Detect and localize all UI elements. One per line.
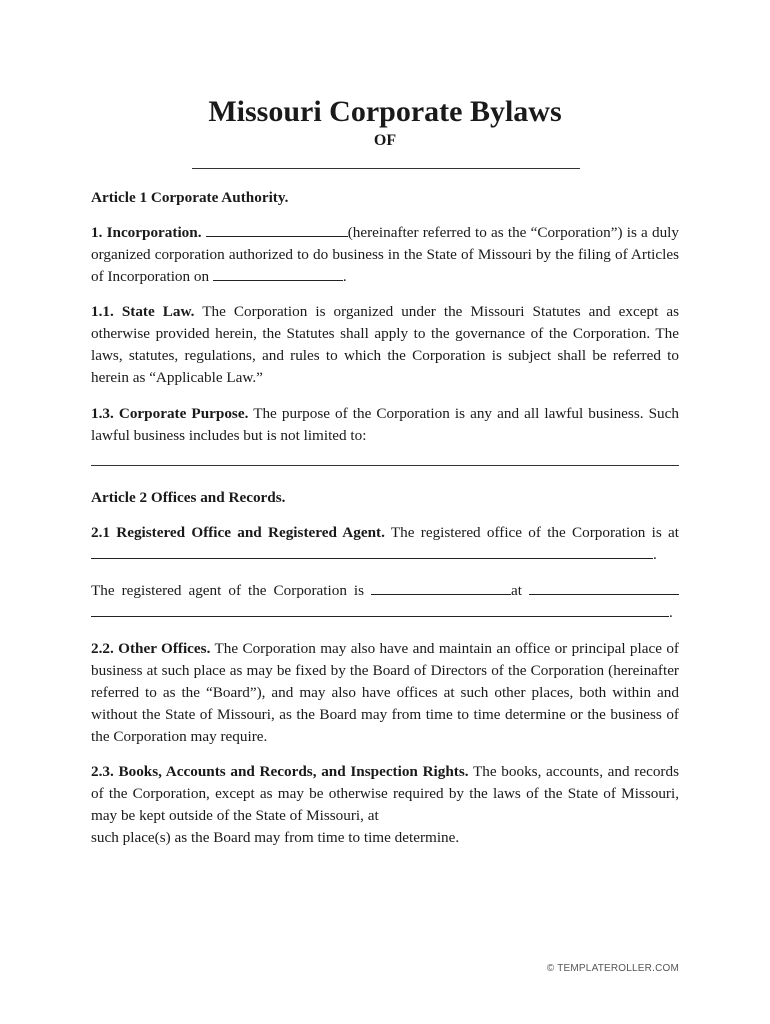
purpose-label: 1.3. Corporate Purpose. — [91, 405, 249, 422]
corporation-name-blank[interactable] — [192, 168, 580, 169]
registered-agent-at: at — [511, 582, 523, 599]
incorporation-date-blank[interactable] — [213, 266, 343, 281]
incorporation-name-blank[interactable] — [206, 222, 348, 237]
registered-agent-name-blank[interactable] — [371, 580, 511, 595]
incorporation-label: 1. Incorporation. — [91, 224, 202, 241]
footer-watermark: © TEMPLATEROLLER.COM — [546, 963, 679, 974]
other-offices-label: 2.2. Other Offices. — [91, 640, 211, 657]
section-1-incorporation — [91, 222, 679, 288]
books-label: 2.3. Books, Accounts and Records, and Inspection Rights. — [91, 763, 469, 780]
registered-office-address-blank[interactable] — [91, 544, 653, 559]
section-1-3-purpose — [91, 403, 679, 447]
article-2-heading: Article 2 Offices and Records. — [91, 489, 286, 506]
state-law-label: 1.1. State Law. — [91, 303, 195, 320]
registered-agent-address-blank[interactable] — [529, 580, 679, 595]
section-1-1-state-law — [91, 301, 679, 389]
other-offices-text: The Corporation may also have and maintain an office or principal place of business at such place as may be fixed by the Board of Directors of the Corporation (hereinafter referred to as the “Board”), and may also have offices at such other places, both within and without the State of Missouri, as the Board may from time to time determine or the business of the Corporation may require. — [91, 640, 679, 745]
registered-agent-address-blank-2[interactable] — [91, 602, 669, 617]
registered-agent-text: The registered agent of the Corporation is — [91, 582, 365, 599]
books-text: The books, accounts, and records of the Corporation, except as may be otherwise required by the laws of the State of Missouri, may be kept outside of the State of Missouri, at — [91, 763, 679, 824]
registered-agent-end: . — [669, 604, 673, 621]
registered-office-label: 2.1 Registered Office and Registered Agent. — [91, 524, 385, 541]
document-title: Missouri Corporate Bylaws — [208, 95, 562, 128]
registered-office-text: The registered office of the Corporation is at — [390, 524, 680, 541]
incorporation-text: (hereinafter referred to as the “Corporation”) is a duly organized corporation authorized to do business in the State of Missouri by the filing of Articles of Incorporation on — [91, 224, 679, 285]
incorporation-end: . — [342, 268, 347, 285]
books-continuation: such place(s) as the Board may from time to time determine. — [91, 829, 460, 846]
registered-office-end: . — [653, 546, 657, 563]
state-law-text: The Corporation is organized under the Missouri Statutes and except as otherwise provided herein, the Statutes shall apply to the governance of the Corporation. The laws, statutes, regulations, and rules to which the Corporation is subject shall be referred to herein as “Applicable Law.” — [91, 303, 680, 386]
article-1-heading: Article 1 Corporate Authority. — [91, 189, 289, 206]
document-subtitle: OF — [373, 132, 397, 149]
section-2-2-other-offices — [91, 638, 679, 748]
section-2-3-books — [91, 761, 679, 827]
section-2-1-registered-office — [91, 522, 679, 566]
registered-agent-paragraph — [91, 580, 679, 624]
purpose-text: The purpose of the Corporation is any and all lawful business. Such lawful business includes but is not limited to: — [91, 405, 679, 444]
purpose-blank-line[interactable] — [91, 465, 679, 466]
